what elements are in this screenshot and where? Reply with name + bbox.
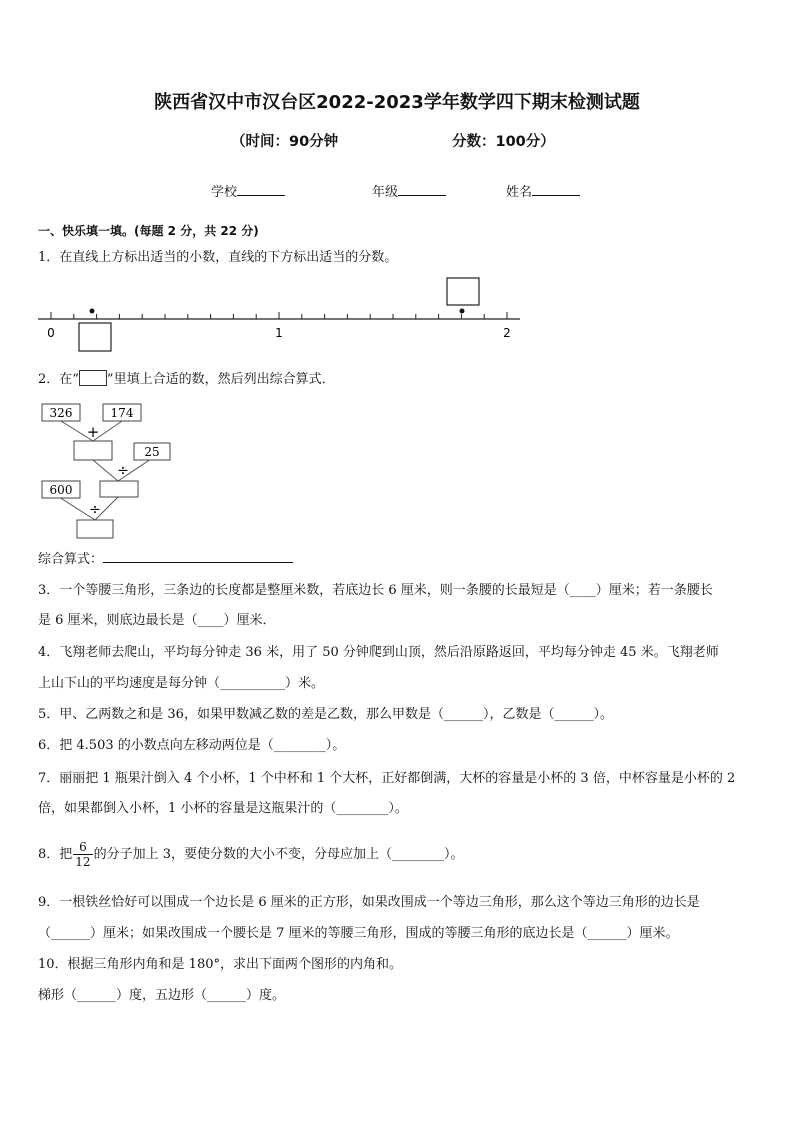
q2-text-post: ”里填上合适的数，然后列出综合算式． (106, 372, 335, 387)
q8-pre: 8．把 (38, 847, 73, 862)
question-1-text: 1．在直线上方标出适当的小数，直线的下方标出适当的分数。 (38, 250, 398, 265)
question-3-line1: 3．一个等腰三角形，三条边的长度都是整厘米数，若底边长 6 厘米，则一条腰的长最短是（____）厘米；若一条腰长 (38, 583, 713, 598)
calculation-tree (0, 0, 794, 560)
question-9-line2: （______）厘米；如果改围成一个腰长是 7 厘米的等腰三角形，围成的等腰三角形的底边长是（______）厘米。 (38, 926, 679, 941)
question-10-line2: 梯形（______）度，五边形（______）度。 (38, 988, 286, 1003)
exam-time: （时间：90分钟 (231, 134, 339, 150)
answer-box-quotient1[interactable] (100, 481, 138, 497)
question-9-line1: 9．一根铁丝恰好可以围成一个边长是 6 厘米的正方形，如果改围成一个等边三角形，那么这个等边三角形的边长是 (38, 895, 700, 910)
question-4-line2: 上山下山的平均速度是每分钟（__________）米。 (38, 676, 325, 691)
section-heading: 一、快乐填一填。(每题 2 分，共 22 分) (38, 224, 259, 238)
tick-label-0: 0 (47, 326, 55, 340)
question-7-line2: 倍，如果都倒入小杯，1 小杯的容量是这瓶果汁的（________）。 (38, 801, 408, 816)
num-25: 25 (144, 445, 160, 459)
question-6-text: 6．把 4.503 的小数点向左移动两位是（________）。 (38, 738, 346, 753)
tick-label-2: 2 (503, 326, 511, 340)
school-label: 学校 (211, 185, 238, 200)
question-10-line1: 10．根据三角形内角和是 180°，求出下面两个图形的内角和。 (38, 957, 402, 972)
question-5-text: 5．甲、乙两数之和是 36，如果甲数减乙数的差是乙数，那么甲数是（______），乙数是（______）。 (38, 707, 613, 722)
formula-label: 综合算式： (38, 552, 104, 567)
formula-blank[interactable] (103, 550, 293, 563)
question-3-line2: 是 6 厘米，则底边最长是（____）厘米． (38, 613, 276, 628)
num-174: 174 (110, 406, 134, 420)
name-label: 姓名 (506, 185, 533, 200)
answer-box-sum[interactable] (74, 441, 112, 460)
formula-row (38, 550, 293, 569)
fraction-6-12 (73, 840, 92, 869)
num-600: 600 (49, 483, 73, 497)
plus-operator: + (86, 423, 100, 441)
divide-operator-1: ÷ (117, 463, 129, 479)
q8-post: 的分子加上 3，要使分数的大小不变，分母应加上（________）。 (93, 847, 464, 862)
page-title: 陕西省汉中市汉台区2022-2023学年数学四下期末检测试题 (154, 92, 640, 113)
divide-operator-2: ÷ (89, 502, 101, 518)
tick-label-1: 1 (275, 326, 283, 340)
question-7-line1: 7．丽丽把 1 瓶果汁倒入 4 个小杯，1 个中杯和 1 个大杯，正好都倒满，大杯的容量是小杯的 3 倍，中杯容量是小杯的 2 (38, 771, 736, 786)
question-4-line1: 4．飞翔老师去爬山，平均每分钟走 36 米，用了 50 分钟爬到山顶，然后沿原路返回，平均每分钟走 45 米。飞翔老师 (38, 645, 719, 660)
q2-text-pre: 2．在“ (38, 372, 79, 387)
fraction-numerator: 6 (73, 840, 92, 855)
exam-score: 分数：100分） (452, 134, 555, 150)
grade-label: 年级 (372, 185, 399, 200)
num-326: 326 (49, 406, 73, 420)
answer-box-quotient2[interactable] (77, 520, 113, 538)
question-8-text (38, 835, 463, 875)
fraction-denominator: 12 (75, 855, 91, 869)
